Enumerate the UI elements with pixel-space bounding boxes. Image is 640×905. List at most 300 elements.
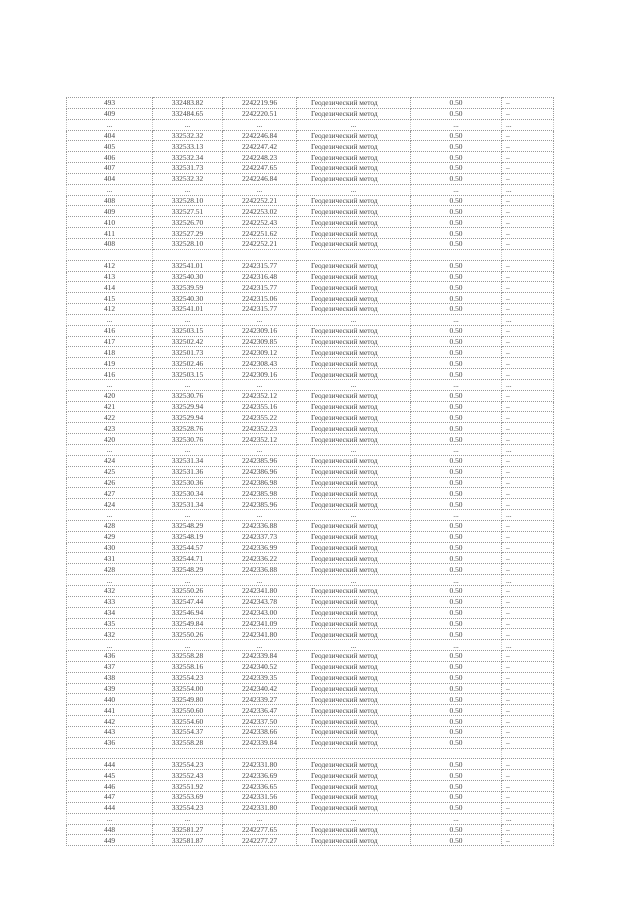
y-coordinate-cell: ... <box>223 813 297 824</box>
accuracy-cell: 0.50 <box>411 705 502 716</box>
description-cell: – <box>502 585 554 596</box>
accuracy-cell: 0.50 <box>411 163 502 174</box>
table-row <box>67 412 554 423</box>
point-number-cell: 426 <box>67 477 153 488</box>
x-coordinate-cell: 332532.32 <box>153 173 223 184</box>
method-cell: Геодезический метод <box>297 466 411 477</box>
description-cell: – <box>502 488 554 499</box>
method-cell: ... <box>297 575 411 586</box>
accuracy-cell: 0.50 <box>411 423 502 434</box>
y-coordinate-cell: 2242220.51 <box>223 108 297 119</box>
x-coordinate-cell: ... <box>153 640 223 651</box>
accuracy-cell: ... <box>411 119 502 130</box>
y-coordinate-cell: 2242247.42 <box>223 141 297 152</box>
description-cell: – <box>502 499 554 510</box>
method-cell: Геодезический метод <box>297 293 411 304</box>
table-row <box>67 737 554 748</box>
method-cell: Геодезический метод <box>297 325 411 336</box>
x-coordinate-cell: 332549.80 <box>153 694 223 705</box>
x-coordinate-cell: 332554.23 <box>153 759 223 770</box>
y-coordinate-cell: 2242355.22 <box>223 412 297 423</box>
accuracy-cell <box>411 249 502 260</box>
method-cell: Геодезический метод <box>297 358 411 369</box>
method-cell: Геодезический метод <box>297 792 411 803</box>
description-cell: ... <box>502 813 554 824</box>
point-number-cell: ... <box>67 445 153 456</box>
accuracy-cell: 0.50 <box>411 195 502 206</box>
description-cell: – <box>502 824 554 835</box>
x-coordinate-cell: 332531.73 <box>153 163 223 174</box>
table-row <box>67 705 554 716</box>
table-row <box>67 651 554 662</box>
method-cell: Геодезический метод <box>297 499 411 510</box>
method-cell: Геодезический метод <box>297 705 411 716</box>
accuracy-cell: 0.50 <box>411 585 502 596</box>
description-cell: ... <box>502 379 554 390</box>
y-coordinate-cell: ... <box>223 445 297 456</box>
point-number-cell: 416 <box>67 325 153 336</box>
table-row <box>67 455 554 466</box>
description-cell: – <box>502 455 554 466</box>
method-cell: ... <box>297 184 411 195</box>
point-number-cell: 405 <box>67 141 153 152</box>
point-number-cell: 410 <box>67 217 153 228</box>
method-cell: Геодезический метод <box>297 726 411 737</box>
method-cell: ... <box>297 445 411 456</box>
x-coordinate-cell: 332554.37 <box>153 726 223 737</box>
point-number-cell: ... <box>67 575 153 586</box>
y-coordinate-cell: 2242331.80 <box>223 802 297 813</box>
y-coordinate-cell: 2242386.98 <box>223 477 297 488</box>
y-coordinate-cell: 2242336.88 <box>223 564 297 575</box>
accuracy-cell: ... <box>411 640 502 651</box>
accuracy-cell: 0.50 <box>411 531 502 542</box>
accuracy-cell: 0.50 <box>411 835 502 846</box>
table-row <box>67 488 554 499</box>
y-coordinate-cell: 2242341.80 <box>223 629 297 640</box>
x-coordinate-cell: 332484.65 <box>153 108 223 119</box>
point-number-cell: 425 <box>67 466 153 477</box>
point-number-cell: 409 <box>67 206 153 217</box>
point-number-cell: 422 <box>67 412 153 423</box>
y-coordinate-cell: 2242386.96 <box>223 466 297 477</box>
description-cell: – <box>502 434 554 445</box>
table-gap-row <box>67 640 554 651</box>
y-coordinate-cell <box>223 249 297 260</box>
y-coordinate-cell: 2242352.12 <box>223 390 297 401</box>
point-number-cell: 428 <box>67 520 153 531</box>
x-coordinate-cell: 332530.76 <box>153 434 223 445</box>
table-row <box>67 152 554 163</box>
table-row <box>67 672 554 683</box>
x-coordinate-cell: 332550.60 <box>153 705 223 716</box>
method-cell: Геодезический метод <box>297 228 411 239</box>
x-coordinate-cell: 332554.23 <box>153 802 223 813</box>
description-cell: – <box>502 770 554 781</box>
accuracy-cell: 0.50 <box>411 228 502 239</box>
method-cell: Геодезический метод <box>297 672 411 683</box>
table-row <box>67 542 554 553</box>
description-cell: ... <box>502 445 554 456</box>
point-number-cell: 415 <box>67 293 153 304</box>
method-cell: Геодезический метод <box>297 737 411 748</box>
method-cell: Геодезический метод <box>297 585 411 596</box>
x-coordinate-cell: 332541.01 <box>153 260 223 271</box>
y-coordinate-cell: 2242252.21 <box>223 238 297 249</box>
y-coordinate-cell: ... <box>223 379 297 390</box>
y-coordinate-cell: 2242315.77 <box>223 260 297 271</box>
method-cell: Геодезический метод <box>297 531 411 542</box>
table-row <box>67 531 554 542</box>
accuracy-cell: 0.50 <box>411 434 502 445</box>
table-row <box>67 347 554 358</box>
y-coordinate-cell: 2242331.80 <box>223 759 297 770</box>
x-coordinate-cell: 332532.32 <box>153 130 223 141</box>
point-number-cell: 436 <box>67 737 153 748</box>
x-coordinate-cell: ... <box>153 119 223 130</box>
description-cell: – <box>502 390 554 401</box>
point-number-cell: 424 <box>67 499 153 510</box>
x-coordinate-cell: 332528.10 <box>153 238 223 249</box>
accuracy-cell: 0.50 <box>411 726 502 737</box>
y-coordinate-cell: 2242316.48 <box>223 271 297 282</box>
x-coordinate-cell: 332503.15 <box>153 369 223 380</box>
description-cell: – <box>502 520 554 531</box>
point-number-cell: 432 <box>67 629 153 640</box>
point-number-cell: 431 <box>67 553 153 564</box>
point-number-cell: 412 <box>67 260 153 271</box>
table-row <box>67 173 554 184</box>
point-number-cell: ... <box>67 640 153 651</box>
method-cell <box>297 748 411 759</box>
accuracy-cell: 0.50 <box>411 596 502 607</box>
description-cell: – <box>502 141 554 152</box>
table-row <box>67 390 554 401</box>
method-cell: Геодезический метод <box>297 781 411 792</box>
accuracy-cell: 0.50 <box>411 98 502 109</box>
x-coordinate-cell: 332541.01 <box>153 304 223 315</box>
accuracy-cell: 0.50 <box>411 651 502 662</box>
y-coordinate-cell: 2242336.65 <box>223 781 297 792</box>
description-cell: – <box>502 325 554 336</box>
method-cell: Геодезический метод <box>297 401 411 412</box>
method-cell: Геодезический метод <box>297 282 411 293</box>
x-coordinate-cell: 332502.42 <box>153 336 223 347</box>
point-number-cell: 424 <box>67 455 153 466</box>
description-cell: – <box>502 672 554 683</box>
y-coordinate-cell: 2242337.50 <box>223 716 297 727</box>
accuracy-cell: 0.50 <box>411 694 502 705</box>
accuracy-cell: 0.50 <box>411 716 502 727</box>
table-row <box>67 466 554 477</box>
accuracy-cell <box>411 748 502 759</box>
x-coordinate-cell: 332544.71 <box>153 553 223 564</box>
point-number-cell: 414 <box>67 282 153 293</box>
method-cell: Геодезический метод <box>297 130 411 141</box>
accuracy-cell: 0.50 <box>411 466 502 477</box>
table-row <box>67 759 554 770</box>
x-coordinate-cell: 332581.27 <box>153 824 223 835</box>
y-coordinate-cell: ... <box>223 314 297 325</box>
description-cell: – <box>502 553 554 564</box>
point-number-cell: 444 <box>67 802 153 813</box>
x-coordinate-cell: 332552.43 <box>153 770 223 781</box>
coordinates-document <box>66 97 553 846</box>
point-number-cell: 421 <box>67 401 153 412</box>
table-gap-row <box>67 314 554 325</box>
y-coordinate-cell: 2242337.73 <box>223 531 297 542</box>
description-cell: – <box>502 542 554 553</box>
description-cell: – <box>502 271 554 282</box>
coordinates-table-body <box>67 98 554 846</box>
method-cell: Геодезический метод <box>297 618 411 629</box>
y-coordinate-cell: 2242343.00 <box>223 607 297 618</box>
table-row <box>67 369 554 380</box>
accuracy-cell: 0.50 <box>411 618 502 629</box>
point-number-cell: 404 <box>67 130 153 141</box>
table-row <box>67 271 554 282</box>
x-coordinate-cell: ... <box>153 379 223 390</box>
description-cell <box>502 249 554 260</box>
description-cell: – <box>502 130 554 141</box>
table-row <box>67 282 554 293</box>
method-cell: Геодезический метод <box>297 336 411 347</box>
x-coordinate-cell: 332549.84 <box>153 618 223 629</box>
y-coordinate-cell: 2242339.84 <box>223 737 297 748</box>
table-gap-row <box>67 575 554 586</box>
table-row <box>67 618 554 629</box>
y-coordinate-cell: 2242385.96 <box>223 499 297 510</box>
point-number-cell: 433 <box>67 596 153 607</box>
accuracy-cell: 0.50 <box>411 282 502 293</box>
description-cell: – <box>502 759 554 770</box>
y-coordinate-cell: 2242331.56 <box>223 792 297 803</box>
table-row <box>67 304 554 315</box>
x-coordinate-cell: 332554.23 <box>153 672 223 683</box>
y-coordinate-cell: 2242341.80 <box>223 585 297 596</box>
method-cell: Геодезический метод <box>297 694 411 705</box>
x-coordinate-cell: 332532.34 <box>153 152 223 163</box>
table-row <box>67 661 554 672</box>
method-cell: Геодезический метод <box>297 661 411 672</box>
table-row <box>67 130 554 141</box>
table-row <box>67 824 554 835</box>
x-coordinate-cell: 332558.16 <box>153 661 223 672</box>
method-cell: Геодезический метод <box>297 824 411 835</box>
point-number-cell: 404 <box>67 173 153 184</box>
x-coordinate-cell: 332533.13 <box>153 141 223 152</box>
point-number-cell: 420 <box>67 434 153 445</box>
x-coordinate-cell: 332553.69 <box>153 792 223 803</box>
y-coordinate-cell: 2242253.02 <box>223 206 297 217</box>
accuracy-cell: 0.50 <box>411 672 502 683</box>
description-cell: – <box>502 629 554 640</box>
description-cell: – <box>502 423 554 434</box>
description-cell: ... <box>502 640 554 651</box>
table-row <box>67 607 554 618</box>
description-cell: – <box>502 206 554 217</box>
point-number-cell: 446 <box>67 781 153 792</box>
y-coordinate-cell: 2242247.65 <box>223 163 297 174</box>
table-row <box>67 726 554 737</box>
y-coordinate-cell: 2242340.42 <box>223 683 297 694</box>
accuracy-cell: 0.50 <box>411 390 502 401</box>
x-coordinate-cell: 332531.36 <box>153 466 223 477</box>
description-cell: – <box>502 336 554 347</box>
point-number-cell: 434 <box>67 607 153 618</box>
method-cell <box>297 249 411 260</box>
method-cell: Геодезический метод <box>297 759 411 770</box>
accuracy-cell: 0.50 <box>411 108 502 119</box>
description-cell: – <box>502 737 554 748</box>
x-coordinate-cell: 332527.51 <box>153 206 223 217</box>
accuracy-cell: 0.50 <box>411 564 502 575</box>
accuracy-cell: 0.50 <box>411 304 502 315</box>
description-cell: – <box>502 347 554 358</box>
method-cell: Геодезический метод <box>297 260 411 271</box>
point-number-cell: 408 <box>67 195 153 206</box>
y-coordinate-cell: 2242339.35 <box>223 672 297 683</box>
method-cell: Геодезический метод <box>297 683 411 694</box>
method-cell: Геодезический метод <box>297 238 411 249</box>
y-coordinate-cell: 2242339.27 <box>223 694 297 705</box>
method-cell: Геодезический метод <box>297 369 411 380</box>
x-coordinate-cell: 332554.00 <box>153 683 223 694</box>
accuracy-cell: 0.50 <box>411 759 502 770</box>
description-cell: – <box>502 466 554 477</box>
point-number-cell: ... <box>67 379 153 390</box>
method-cell: Геодезический метод <box>297 520 411 531</box>
point-number-cell: 429 <box>67 531 153 542</box>
x-coordinate-cell: 332554.60 <box>153 716 223 727</box>
method-cell: ... <box>297 510 411 521</box>
point-number-cell: 436 <box>67 651 153 662</box>
method-cell: Геодезический метод <box>297 173 411 184</box>
x-coordinate-cell: 332547.44 <box>153 596 223 607</box>
y-coordinate-cell: 2242343.78 <box>223 596 297 607</box>
x-coordinate-cell <box>153 748 223 759</box>
method-cell: Геодезический метод <box>297 564 411 575</box>
table-row <box>67 683 554 694</box>
point-number-cell: 443 <box>67 726 153 737</box>
point-number-cell: 448 <box>67 824 153 835</box>
table-row <box>67 564 554 575</box>
y-coordinate-cell: 2242385.98 <box>223 488 297 499</box>
point-number-cell: 408 <box>67 238 153 249</box>
y-coordinate-cell: ... <box>223 184 297 195</box>
table-row <box>67 293 554 304</box>
table-row <box>67 629 554 640</box>
point-number-cell: ... <box>67 510 153 521</box>
accuracy-cell: 0.50 <box>411 520 502 531</box>
y-coordinate-cell: 2242309.16 <box>223 369 297 380</box>
description-cell: ... <box>502 575 554 586</box>
y-coordinate-cell: 2242277.27 <box>223 835 297 846</box>
description-cell: – <box>502 98 554 109</box>
y-coordinate-cell: 2242336.69 <box>223 770 297 781</box>
method-cell: Геодезический метод <box>297 553 411 564</box>
accuracy-cell: 0.50 <box>411 683 502 694</box>
method-cell: Геодезический метод <box>297 802 411 813</box>
accuracy-cell: 0.50 <box>411 260 502 271</box>
accuracy-cell: 0.50 <box>411 824 502 835</box>
method-cell: Геодезический метод <box>297 835 411 846</box>
table-row <box>67 336 554 347</box>
x-coordinate-cell: 332529.94 <box>153 412 223 423</box>
table-row <box>67 401 554 412</box>
x-coordinate-cell <box>153 249 223 260</box>
x-coordinate-cell: 332550.26 <box>153 585 223 596</box>
description-cell: – <box>502 792 554 803</box>
table-gap-row <box>67 510 554 521</box>
table-row <box>67 217 554 228</box>
x-coordinate-cell: 332551.92 <box>153 781 223 792</box>
point-number-cell: 413 <box>67 271 153 282</box>
point-number-cell: 428 <box>67 564 153 575</box>
y-coordinate-cell: 2242338.66 <box>223 726 297 737</box>
x-coordinate-cell: 332546.94 <box>153 607 223 618</box>
description-cell: ... <box>502 119 554 130</box>
table-gap-row <box>67 379 554 390</box>
description-cell: – <box>502 412 554 423</box>
table-row <box>67 835 554 846</box>
x-coordinate-cell: 332544.57 <box>153 542 223 553</box>
accuracy-cell: ... <box>411 184 502 195</box>
description-cell: – <box>502 531 554 542</box>
x-coordinate-cell: 332526.70 <box>153 217 223 228</box>
accuracy-cell: 0.50 <box>411 607 502 618</box>
accuracy-cell: 0.50 <box>411 206 502 217</box>
table-gap-row <box>67 119 554 130</box>
point-number-cell: 449 <box>67 835 153 846</box>
method-cell: ... <box>297 640 411 651</box>
accuracy-cell: 0.50 <box>411 412 502 423</box>
table-gap-row <box>67 748 554 759</box>
method-cell: Геодезический метод <box>297 607 411 618</box>
table-row <box>67 553 554 564</box>
point-number-cell: 437 <box>67 661 153 672</box>
y-coordinate-cell: 2242246.84 <box>223 173 297 184</box>
method-cell: Геодезический метод <box>297 629 411 640</box>
method-cell: ... <box>297 314 411 325</box>
method-cell: ... <box>297 813 411 824</box>
description-cell: – <box>502 802 554 813</box>
point-number-cell: 411 <box>67 228 153 239</box>
description-cell: – <box>502 726 554 737</box>
y-coordinate-cell: ... <box>223 640 297 651</box>
point-number-cell: 430 <box>67 542 153 553</box>
method-cell: Геодезический метод <box>297 716 411 727</box>
y-coordinate-cell: 2242246.84 <box>223 130 297 141</box>
accuracy-cell: 0.50 <box>411 358 502 369</box>
method-cell: Геодезический метод <box>297 217 411 228</box>
method-cell: Геодезический метод <box>297 206 411 217</box>
y-coordinate-cell: 2242341.09 <box>223 618 297 629</box>
method-cell: Геодезический метод <box>297 347 411 358</box>
accuracy-cell: ... <box>411 813 502 824</box>
x-coordinate-cell: 332530.76 <box>153 390 223 401</box>
x-coordinate-cell: ... <box>153 813 223 824</box>
y-coordinate-cell: ... <box>223 119 297 130</box>
accuracy-cell: 0.50 <box>411 781 502 792</box>
table-row <box>67 195 554 206</box>
table-row <box>67 499 554 510</box>
table-gap-row <box>67 184 554 195</box>
table-row <box>67 477 554 488</box>
method-cell: Геодезический метод <box>297 271 411 282</box>
x-coordinate-cell: ... <box>153 314 223 325</box>
coordinates-table <box>66 97 554 846</box>
